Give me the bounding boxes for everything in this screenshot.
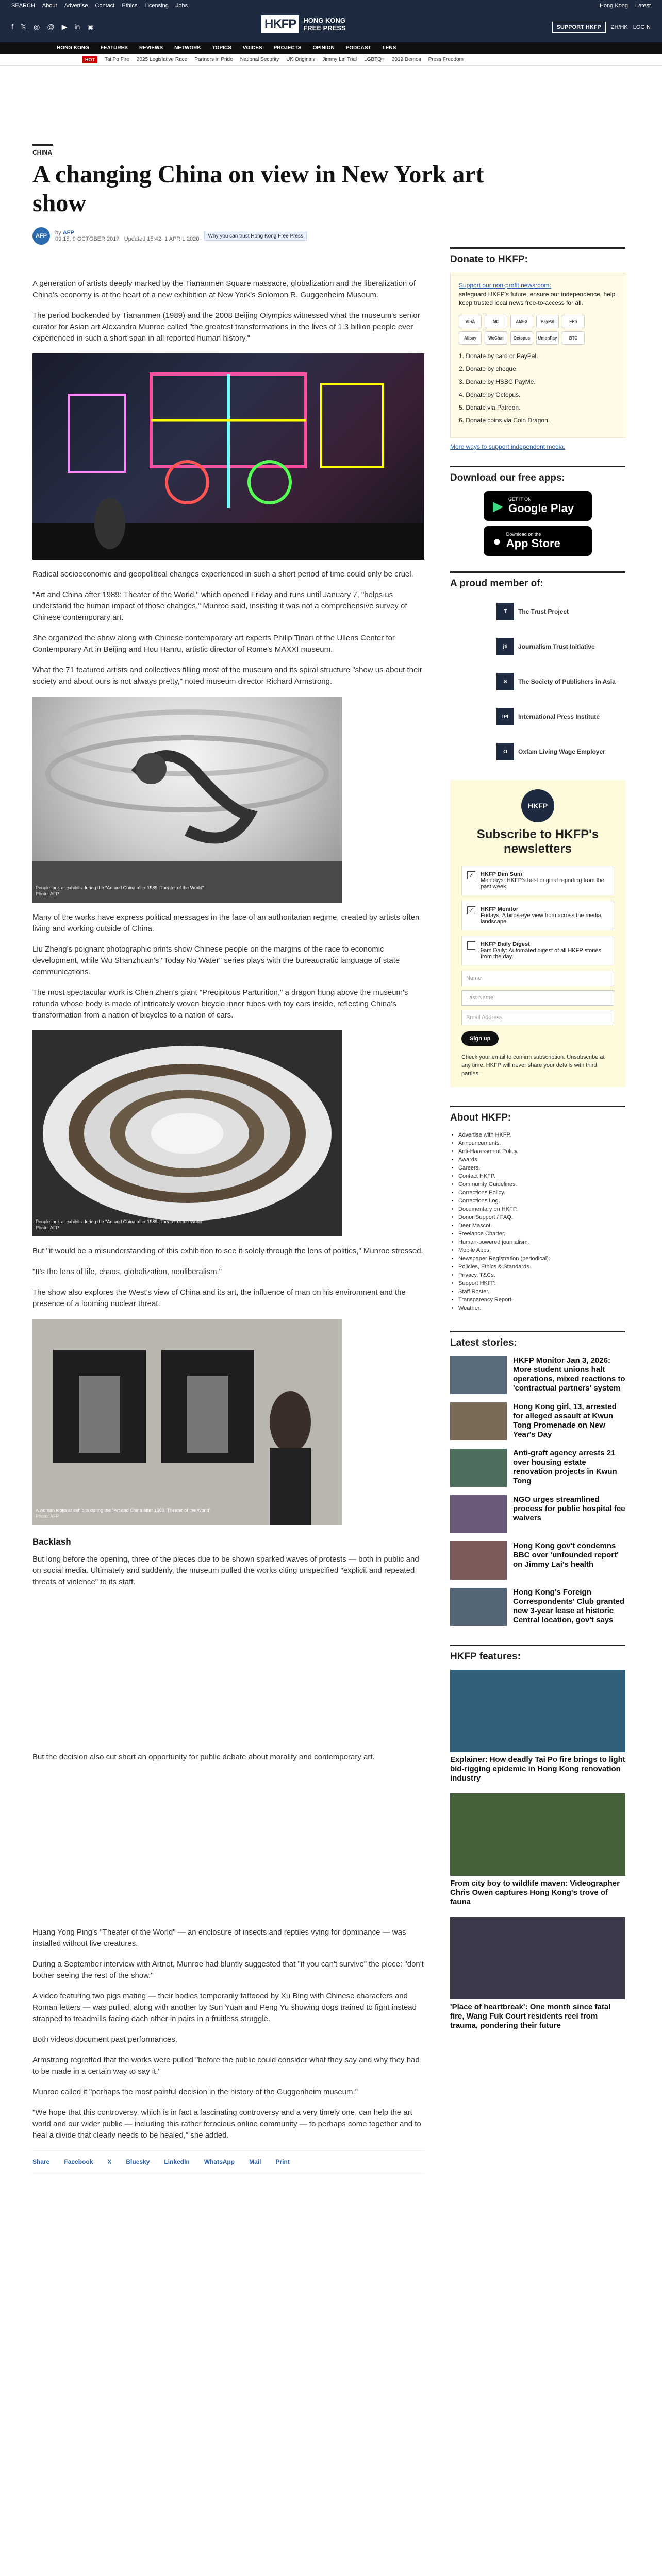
name-field[interactable]: Name [461, 971, 614, 986]
photo-caption: People look at exhibits during the "Art and China after 1989: Theater of the World" [36, 1219, 204, 1224]
donate-option[interactable]: 3. Donate by HSBC PayMe. [459, 378, 536, 385]
latest-story[interactable] [450, 1588, 625, 1626]
paragraph: What the 71 featured artists and collectives filling most of the museum and its spiral structure "show us about their society and about ours is not always pretty," noted museum director Richard Armstrong. [32, 666, 422, 686]
latest-story[interactable] [450, 1541, 625, 1580]
paragraph: A video featuring two pigs mating — their bodies temporarily tattooed by Xu Bing with Chinese characters and Roman letters — was pulled, along with another by Sun Yuan and Peng Yu showing dogs trained to fight instead strapped to treadmills facing each other in pairs in a fruitless struggle. [32, 1992, 417, 2023]
story-title[interactable]: Anti-graft agency arrests 21 over housing estate renovation projects in Kwun Tong [513, 1449, 617, 1485]
share-bluesky[interactable]: Bluesky [126, 2158, 150, 2165]
nav-topics[interactable]: TOPICS [212, 45, 231, 51]
paragraph: The most spectacular work is Chen Zhen's giant "Precipitous Parturition," a dragon hung above the museum's rotunda whose body is made of intricately woven bicycle inner tubes with toy cars inside, reflecting China's transformation from a nation of bicycles to a nation of cars. [32, 988, 408, 1020]
dragon-sculpture-illustration [32, 697, 342, 903]
about-link[interactable]: • Advertise with HKFP. [458, 1131, 625, 1139]
main-navigation [0, 42, 662, 54]
story-title[interactable]: Hong Kong gov't condemns BBC over 'unfounded report' on Jimmy Lai's health [513, 1541, 619, 1569]
donate-option[interactable]: 4. Donate by Octopus. [459, 391, 521, 398]
member-name: Oxfam Living Wage Employer [518, 748, 605, 755]
story-title[interactable]: NGO urges streamlined process for public hospital fee waivers [513, 1495, 625, 1522]
topbar-hongkong[interactable]: Hong Kong [599, 3, 628, 9]
tag-link[interactable]: LGBTQ+ [364, 57, 385, 62]
newsletter-signup [450, 780, 625, 1087]
paragraph: She organized the show along with Chinese contemporary art experts Philip Tinari of the Ullens Center for Contemporary Art in Beijing and Hou Hanru, artistic director of Rome's MAXXI museum. [32, 634, 395, 654]
woman-viewing-photo [32, 1319, 342, 1525]
gallery-illustration [32, 1319, 342, 1525]
paragraph: Radical socioeconomic and geopolitical changes experienced in such a short period of time could only be cruel. [32, 570, 413, 579]
option-desc: 9am Daily: Automated digest of all HKFP stories from the day. [481, 947, 601, 960]
about-link[interactable]: • Transparency Report. [458, 1296, 625, 1304]
rotunda-illustration [32, 1030, 342, 1236]
donate-box [450, 273, 625, 438]
tag-link[interactable]: National Security [240, 57, 279, 62]
share-label: Share [32, 2158, 50, 2165]
last-name-field[interactable]: Last Name [461, 990, 614, 1006]
paragraph: But "it would be a misunderstanding of this exhibition to see it solely through the lens of politics," Munroe stressed. [32, 1247, 423, 1256]
store-small-text: GET IT ON [508, 497, 532, 502]
paragraph: Armstrong regretted that the works were pulled "before the public could consider what they say and why they had to be made in a certain way to say it." [32, 2056, 420, 2076]
member-oxfam[interactable] [496, 739, 625, 765]
about-link[interactable]: • Donor Support / FAQ. [458, 1213, 625, 1222]
member-name: Journalism Trust Initiative [518, 643, 595, 650]
article-body [32, 278, 424, 2173]
payment-icon[interactable]: UnionPay [536, 331, 559, 345]
paragraph: "Art and China after 1989: Theater of the World," which opened Friday and runs until January 7, "helps us understand the human impact of those changes," Munroe said, insisting it was not a comprehensive survey of Chinese contemporary art. [32, 590, 407, 622]
nav-reviews[interactable]: REVIEWS [139, 45, 163, 51]
paragraph: But the decision also cut short an opportunity for public debate about morality and contemporary art. [32, 1753, 375, 1761]
tag-link[interactable]: 2019 Demos [391, 57, 421, 62]
publish-date: 09:15, 9 OCTOBER 2017 [55, 236, 120, 242]
nav-hongkong[interactable]: HONG KONG [57, 45, 89, 51]
newsletter-title: Subscribe to HKFP's newsletters [476, 827, 599, 856]
about-link[interactable]: • Community Guidelines. [458, 1180, 625, 1189]
topbar-jobs[interactable]: Jobs [175, 3, 188, 9]
story-title[interactable]: HKFP Monitor Jan 3, 2026: More student unions halt operations, mixed reactions to 'contractual partners' system [513, 1356, 625, 1393]
support-hkfp-button[interactable]: SUPPORT HKFP [552, 22, 606, 33]
apple-icon: ● [493, 533, 501, 549]
about-link[interactable]: • Corrections Log. [458, 1197, 625, 1205]
member-heading: A proud member of: [450, 571, 625, 589]
latest-story[interactable] [450, 1356, 625, 1394]
article-headline: A changing China on view in New York art show [32, 161, 484, 217]
trending-tags [0, 54, 662, 66]
story-thumbnail[interactable] [450, 1449, 507, 1487]
feature-image[interactable] [450, 1917, 625, 1999]
about-link[interactable]: • Privacy, T&Cs. [458, 1271, 625, 1279]
share-x[interactable]: X [107, 2158, 112, 2165]
about-link[interactable]: • Awards. [458, 1156, 625, 1164]
about-link[interactable]: • Weather. [458, 1304, 625, 1312]
logo-line-1: HONG KONG [303, 16, 345, 24]
trust-project-logo-icon: T [496, 603, 514, 620]
feature-story[interactable] [450, 1793, 625, 1907]
section-label[interactable]: CHINA [32, 144, 53, 156]
latest-stories [450, 1356, 625, 1626]
payment-icon[interactable]: AMEX [510, 315, 533, 328]
about-link[interactable]: • Policies, Ethics & Standards. [458, 1263, 625, 1271]
tag-link[interactable]: UK Originals [286, 57, 316, 62]
newsletter-option[interactable] [461, 866, 614, 895]
byline: AFP by AFP 09:15, 9 OCTOBER 2017 Updated 15:42, 1 APRIL 2020 Why you can trust Hong Kong Free Press [32, 227, 631, 245]
checkbox[interactable]: ✓ [467, 906, 475, 914]
site-logo[interactable] [261, 15, 346, 33]
option-name: HKFP Dim Sum [481, 871, 522, 877]
topbar-latest[interactable]: Latest [635, 3, 651, 9]
nav-podcast[interactable]: PODCAST [345, 45, 371, 51]
newsletter-option[interactable] [461, 936, 614, 965]
social-links [11, 23, 94, 31]
share-whatsapp[interactable]: WhatsApp [204, 2158, 235, 2165]
about-link[interactable]: • Corrections Policy. [458, 1189, 625, 1197]
member-name: International Press Institute [518, 713, 600, 720]
linkedin-icon[interactable]: in [74, 22, 80, 31]
store-small-text: Download on the [506, 532, 541, 537]
page-content [32, 144, 631, 2165]
payment-icon[interactable]: BTC [562, 331, 585, 345]
logo-line-2: FREE PRESS [303, 24, 346, 32]
payment-icon[interactable]: Alipay [459, 331, 482, 345]
author-link[interactable]: AFP [62, 230, 74, 236]
payment-icon[interactable]: MC [485, 315, 507, 328]
payment-icon[interactable]: FPS [562, 315, 585, 328]
paragraph: "We hope that this controversy, which is in fact a fascinating controversy and a very timely one, can help the art world and our wider public — including this rather ferocious online community — to perhaps come together and to heal a divide that clearly needs to be healed," she added. [32, 2108, 421, 2140]
newsletter-note: Check your email to confirm subscription. Unsubscribe at any time. HKFP will never share your details with third parties. [461, 1054, 605, 1077]
option-name: HKFP Daily Digest [481, 941, 530, 947]
section-subhead: Backlash [32, 1537, 71, 1547]
story-title[interactable]: Hong Kong girl, 13, arrested for alleged assault at Kwun Tong Promenade on New Year's Day [513, 1402, 617, 1439]
paragraph: Many of the works have express political messages in the face of an authoritarian regime, created by artists often living and working outside of China. [32, 913, 420, 933]
search-link[interactable]: SEARCH [11, 3, 35, 9]
paragraph: Liu Zheng's poignant photographic prints show Chinese people on the margins of the race to economic development, while Wu Shanzhuan's "Today No Water" series plays with the bureaucratic language of state communications. [32, 945, 400, 976]
payment-icon[interactable]: VISA [459, 315, 482, 328]
option-desc: Mondays: HKFP's best original reporting from the past week. [481, 877, 604, 890]
photo-caption: People look at exhibits during the "Art and China after 1989: Theater of the World" [36, 885, 204, 890]
story-thumbnail[interactable] [450, 1495, 507, 1533]
payment-icon[interactable]: WeChat [485, 331, 507, 345]
photo-credit: Photo: AFP [36, 891, 59, 896]
feature-title[interactable]: From city boy to wildlife maven: Videographer Chris Owen captures Hong Kong's trove of fauna [450, 1879, 620, 1906]
feature-story[interactable] [450, 1917, 625, 2030]
story-thumbnail[interactable] [450, 1356, 507, 1394]
payment-icon[interactable]: Octopus [510, 331, 533, 345]
paragraph: But long before the opening, three of the pieces due to be shown sparked waves of protests — both in public and on social media. Ultimately and suddenly, the museum pulled the works citing unspecified "explicit and repeated threats of violence" to its staff. [32, 1555, 419, 1586]
brand-bar [0, 11, 662, 42]
newsletter-logo: HKFP [521, 789, 554, 822]
photo-caption: A woman looks at exhibits during the "Art and China after 1989: Theater of the World" [36, 1507, 211, 1513]
topbar-ethics[interactable]: Ethics [122, 3, 138, 9]
feature-image[interactable] [450, 1670, 625, 1752]
paragraph: During a September interview with Artnet, Munroe had bluntly suggested that "if you can't survive" the piece: "don't bother seeing the rest of the show." [32, 1960, 424, 1980]
story-thumbnail[interactable] [450, 1588, 507, 1626]
nav-voices[interactable]: VOICES [242, 45, 262, 51]
donate-option[interactable]: 5. Donate via Patreon. [459, 404, 521, 411]
top-utility-bar [0, 0, 662, 11]
features-list [450, 1670, 625, 2030]
share-print[interactable]: Print [275, 2158, 290, 2165]
threads-icon[interactable]: @ [47, 22, 55, 31]
tag-link[interactable]: Press Freedom [428, 57, 464, 62]
member-name: The Society of Publishers in Asia [518, 678, 616, 685]
share-bar [32, 2150, 424, 2173]
payment-icon[interactable]: PayPal [536, 315, 559, 328]
about-link[interactable]: • Human-powered journalism. [458, 1238, 625, 1246]
latest-heading: Latest stories: [450, 1331, 625, 1349]
about-link[interactable]: • Documentary on HKFP. [458, 1205, 625, 1213]
about-link[interactable]: • Deer Mascot. [458, 1222, 625, 1230]
story-thumbnail[interactable] [450, 1541, 507, 1580]
rotunda-dragon-photo [32, 697, 342, 903]
jti-logo-icon: jti [496, 638, 514, 655]
sidebar [450, 247, 625, 2041]
latest-story[interactable] [450, 1495, 625, 1533]
feature-story[interactable] [450, 1670, 625, 1783]
store-big-text: App Store [506, 537, 560, 550]
paragraph: The show also explores the West's view of China and its art, the influence of man on his environment and the presence of a looming nuclear threat. [32, 1288, 406, 1308]
more-ways-link[interactable]: More ways to support independent media. [450, 443, 566, 450]
paragraph: Both videos document past performances. [32, 2035, 177, 2044]
about-link[interactable]: • Anti-Harassment Policy. [458, 1147, 625, 1156]
topbar-advertise[interactable]: Advertise [64, 3, 88, 9]
oxfam-logo-icon: O [496, 743, 514, 760]
hot-badge: HOT [82, 56, 97, 63]
nav-network[interactable]: NETWORK [174, 45, 201, 51]
latest-story[interactable] [450, 1402, 625, 1440]
latest-story[interactable] [450, 1449, 625, 1487]
nav-features[interactable]: FEATURES [100, 45, 128, 51]
share-linkedin[interactable]: LinkedIn [164, 2158, 190, 2165]
feature-image[interactable] [450, 1793, 625, 1876]
tag-link[interactable]: Partners in Pride [194, 57, 233, 62]
paragraph: Munroe called it "perhaps the most painful decision in the history of the Guggenheim museum." [32, 2088, 358, 2096]
email-field[interactable]: Email Address [461, 1010, 614, 1025]
share-facebook[interactable]: Facebook [64, 2158, 93, 2165]
donate-link[interactable]: Support our non-profit newsroom: [459, 282, 551, 289]
facebook-icon[interactable]: f [11, 22, 13, 31]
nav-opinion[interactable]: OPINION [312, 45, 335, 51]
login-link[interactable]: LOGIN [633, 24, 651, 30]
language-switch[interactable]: ZH/HK [610, 24, 628, 30]
option-name: HKFP Monitor [481, 906, 519, 912]
donate-text: safeguard HKFP's future, ensure our independence, help keep trusted local news free-to-access for all. [459, 291, 616, 307]
about-link[interactable]: • Careers. [458, 1164, 625, 1172]
author-avatar: AFP [32, 227, 50, 245]
tag-link[interactable]: Tai Po Fire [105, 57, 129, 62]
photo-credit: Photo: AFP [36, 1514, 59, 1519]
google-play-button[interactable] [484, 491, 592, 521]
rotunda-ramps-photo [32, 1030, 342, 1236]
signup-button[interactable]: Sign up [461, 1031, 499, 1046]
checkbox[interactable]: ✓ [467, 871, 475, 879]
x-icon[interactable]: 𝕏 [20, 22, 27, 31]
donate-option[interactable]: 1. Donate by card or PayPal. [459, 352, 538, 360]
paragraph: The period bookended by Tiananmen (1989) and the 2008 Beijing Olympics witnessed what the museum's senior curator for Asian art Alexandra Munroe called "the greatest transformations in the lives of 1.3 billion people ever experienced in such a short span in all reported human history." [32, 311, 420, 343]
instagram-icon[interactable]: ◎ [34, 22, 40, 31]
member-sopa[interactable] [496, 669, 625, 694]
photo-credit: Photo: AFP [36, 1225, 59, 1230]
feature-title[interactable]: 'Place of heartbreak': One month since fatal fire, Wang Fuk Court residents reel from trauma, pondering their future [450, 2003, 611, 2030]
about-link[interactable]: • Support HKFP. [458, 1279, 625, 1287]
embed-placeholder [32, 1597, 424, 1752]
about-link[interactable]: • Announcements. [458, 1139, 625, 1147]
neon-artwork-illustration [32, 353, 424, 560]
updated-date: Updated 15:42, 1 APRIL 2020 [124, 236, 200, 242]
option-desc: Fridays: A birds-eye view from across the media landscape. [481, 912, 601, 925]
paragraph: "It's the lens of life, chaos, globalization, neoliberalism." [32, 1267, 222, 1276]
neon-artwork-photo [32, 353, 424, 560]
share-mail[interactable]: Mail [249, 2158, 261, 2165]
about-link[interactable]: • Mobile Apps. [458, 1246, 625, 1255]
ipi-logo-icon: IPI [496, 708, 514, 725]
checkbox[interactable] [467, 941, 475, 950]
feature-title[interactable]: Explainer: How deadly Tai Po fire brings to light bid-rigging epidemic in Hong Kong renovation industry [450, 1755, 625, 1783]
about-link[interactable]: • Freelance Charter. [458, 1230, 625, 1238]
paragraph: A generation of artists deeply marked by the Tiananmen Square massacre, globalization and the liberalization of China's economy is at the heart of a new exhibition at New York's Solomon R. Guggenheim Museum. [32, 279, 416, 299]
donate-heading: Donate to HKFP: [450, 247, 625, 265]
donate-option[interactable]: 2. Donate by cheque. [459, 365, 518, 372]
play-icon: ▶ [493, 498, 503, 514]
youtube-icon[interactable]: ▶ [61, 22, 68, 31]
topbar-contact[interactable]: Contact [95, 3, 115, 9]
payment-methods [459, 315, 617, 345]
member-ipi[interactable] [496, 704, 625, 730]
features-heading: HKFP features: [450, 1645, 625, 1663]
about-link[interactable]: • Contact HKFP. [458, 1172, 625, 1180]
about-link[interactable]: • Newspaper Registration (periodical). [458, 1255, 625, 1263]
tag-link[interactable]: 2025 Legislative Race [136, 57, 188, 62]
member-jti[interactable] [496, 634, 625, 659]
app-store-button[interactable] [484, 526, 592, 556]
rss-icon[interactable]: ◉ [87, 22, 94, 31]
topbar-licensing[interactable]: Licensing [144, 3, 169, 9]
about-link[interactable]: • Staff Roster. [458, 1287, 625, 1296]
paragraph: Huang Yong Ping's "Theater of the World" — an enclosure of insects and reptiles vying for dominance — was installed without live creatures. [32, 1928, 406, 1948]
member-name: The Trust Project [518, 608, 569, 615]
nav-projects[interactable]: PROJECTS [273, 45, 302, 51]
story-thumbnail[interactable] [450, 1402, 507, 1440]
about-links [450, 1131, 625, 1312]
nav-lens[interactable]: LENS [382, 45, 396, 51]
member-trust-project[interactable] [496, 599, 625, 624]
sopa-logo-icon: S [496, 673, 514, 690]
embed-placeholder [32, 1772, 424, 1927]
tag-link[interactable]: Jimmy Lai Trial [322, 57, 357, 62]
donate-option[interactable]: 6. Donate coins via Coin Dragon. [459, 417, 550, 424]
topbar-about[interactable]: About [42, 3, 57, 9]
store-big-text: Google Play [508, 502, 574, 515]
newsletter-option[interactable] [461, 901, 614, 930]
trust-badge[interactable]: Why you can trust Hong Kong Free Press [204, 232, 307, 241]
story-title[interactable]: Hong Kong's Foreign Correspondents' Club granted new 3-year lease at historic Central location, gov't says [513, 1588, 625, 1624]
logo-mark: HKFP [261, 15, 299, 33]
about-heading: About HKFP: [450, 1106, 625, 1124]
apps-heading: Download our free apps: [450, 466, 625, 484]
